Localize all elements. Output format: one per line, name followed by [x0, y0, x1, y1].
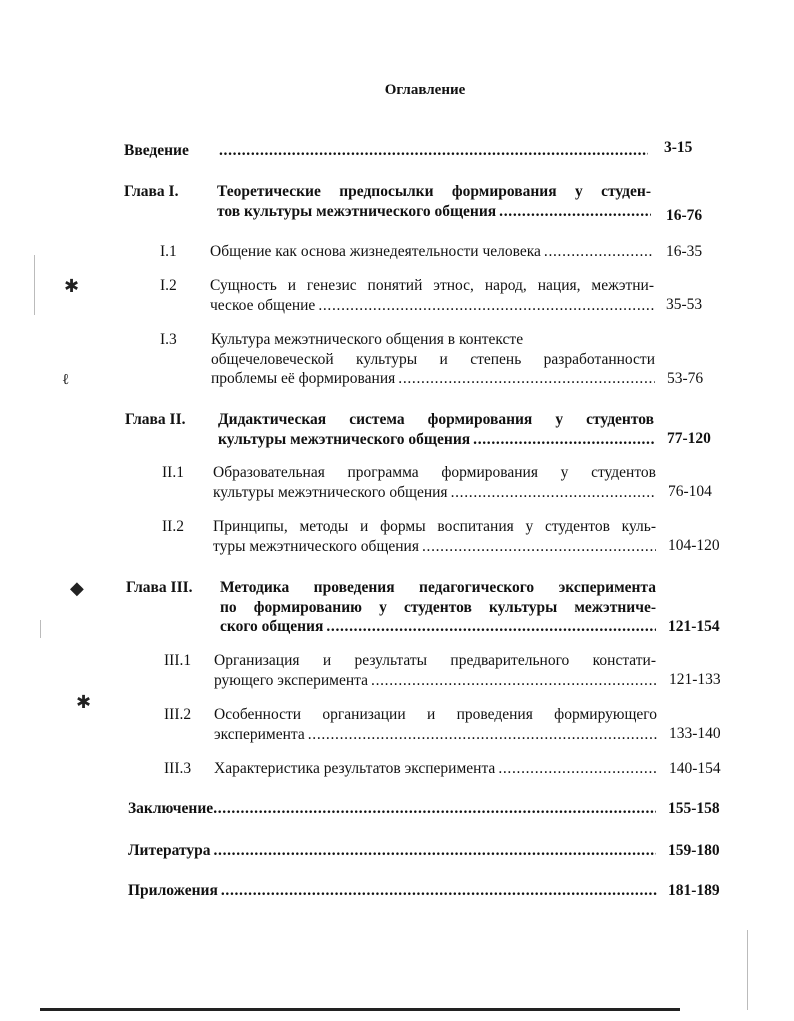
chapter-3-title-line-1: Методика проведения педагогического эксперимента	[220, 579, 656, 596]
section-number: II.1	[162, 464, 184, 481]
section-title-line-2: рующего эксперимента . . .	[214, 671, 656, 691]
chapter-1-title-line-2: тов культуры межэтнического общения . . .	[217, 202, 651, 222]
section-title-line-1: Организация и результаты предварительного констати-	[214, 652, 656, 669]
section-title: Характеристика результатов эксперимента . . .	[214, 759, 656, 779]
intro-pages: 3-15	[664, 139, 693, 156]
toc-title: Оглавление	[384, 82, 466, 98]
section-number: III.2	[164, 706, 192, 723]
literature-title: Литература . . .	[128, 841, 656, 861]
section-number: I.2	[160, 277, 177, 294]
section-pages: 140-154	[669, 760, 721, 777]
section-pages: 35-53	[666, 296, 703, 313]
section-title-line-2: эксперимента . . .	[214, 725, 657, 745]
chapter-1-label: Глава I.	[124, 183, 179, 200]
scan-edge-line	[747, 930, 748, 1010]
section-pages: 76-104	[668, 483, 712, 500]
conclusion-pages: 155-158	[668, 800, 720, 817]
section-pages: 16-35	[666, 243, 703, 260]
scan-edge-line	[40, 620, 41, 638]
scan-blot: ✱	[64, 276, 80, 296]
section-title: Общение как основа жизнедеятельности человека . . .	[210, 242, 654, 262]
bottom-rule	[40, 1008, 680, 1011]
section-pages: 121-133	[669, 671, 721, 688]
appendices-pages: 181-189	[668, 882, 720, 899]
scan-blot: ◆	[70, 578, 84, 598]
section-number: I.1	[160, 243, 177, 260]
scan-blot: ℓ	[62, 372, 70, 388]
intro-label: Введение	[124, 142, 189, 159]
chapter-2-title-line-2: культуры межэтнического общения . . .	[218, 430, 654, 450]
chapter-3-pages: 121-154	[668, 618, 720, 635]
appendices-title: Приложения . . .	[128, 881, 658, 901]
chapter-2-title-line-1: Дидактическая система формирования у студентов	[218, 411, 654, 428]
section-title-line-2: ческое общение . . .	[210, 296, 654, 316]
conclusion-title: Заключение . . .	[128, 799, 656, 819]
chapter-3-title-line-2: по формированию у студентов культуры межэтниче-	[220, 598, 656, 616]
section-number: I.3	[160, 331, 177, 348]
section-title-line-2: культуры межэтнического общения . . .	[213, 483, 656, 503]
chapter-1-pages: 16-76	[666, 207, 703, 224]
chapter-3-title-line-3: ского общения . . .	[220, 617, 656, 637]
section-title-line-2: общечеловеческой культуры и степень разработанности	[211, 350, 655, 368]
leader-dots	[216, 141, 648, 161]
chapter-2-label: Глава II.	[125, 411, 186, 428]
scan-edge-line	[34, 255, 35, 315]
section-title-line-3: проблемы её формирования . . .	[211, 369, 655, 389]
section-title-line-1: Образовательная программа формирования у студентов	[213, 464, 656, 481]
section-pages: 104-120	[668, 537, 720, 554]
section-title-line-1: Принципы, методы и формы воспитания у студентов куль-	[213, 518, 656, 535]
section-number: III.3	[164, 760, 192, 777]
section-title-line-2: туры межэтнического общения . . .	[213, 537, 656, 557]
literature-pages: 159-180	[668, 842, 720, 859]
scan-blot: ✱	[76, 692, 92, 712]
section-title-line-1: Культура межэтнического общения в контексте	[211, 331, 524, 348]
chapter-2-pages: 77-120	[667, 430, 711, 447]
section-pages: 133-140	[669, 725, 721, 742]
section-pages: 53-76	[667, 370, 704, 387]
section-number: III.1	[164, 652, 192, 669]
chapter-3-label: Глава III.	[126, 579, 193, 596]
chapter-1-title-line-1: Теоретические предпосылки формирования у студен-	[217, 183, 651, 200]
section-title-line-1: Сущность и генезис понятий этнос, народ, нация, межэтни-	[210, 277, 654, 294]
section-number: II.2	[162, 518, 184, 535]
section-title-line-1: Особенности организации и проведения формирующего	[214, 706, 657, 723]
